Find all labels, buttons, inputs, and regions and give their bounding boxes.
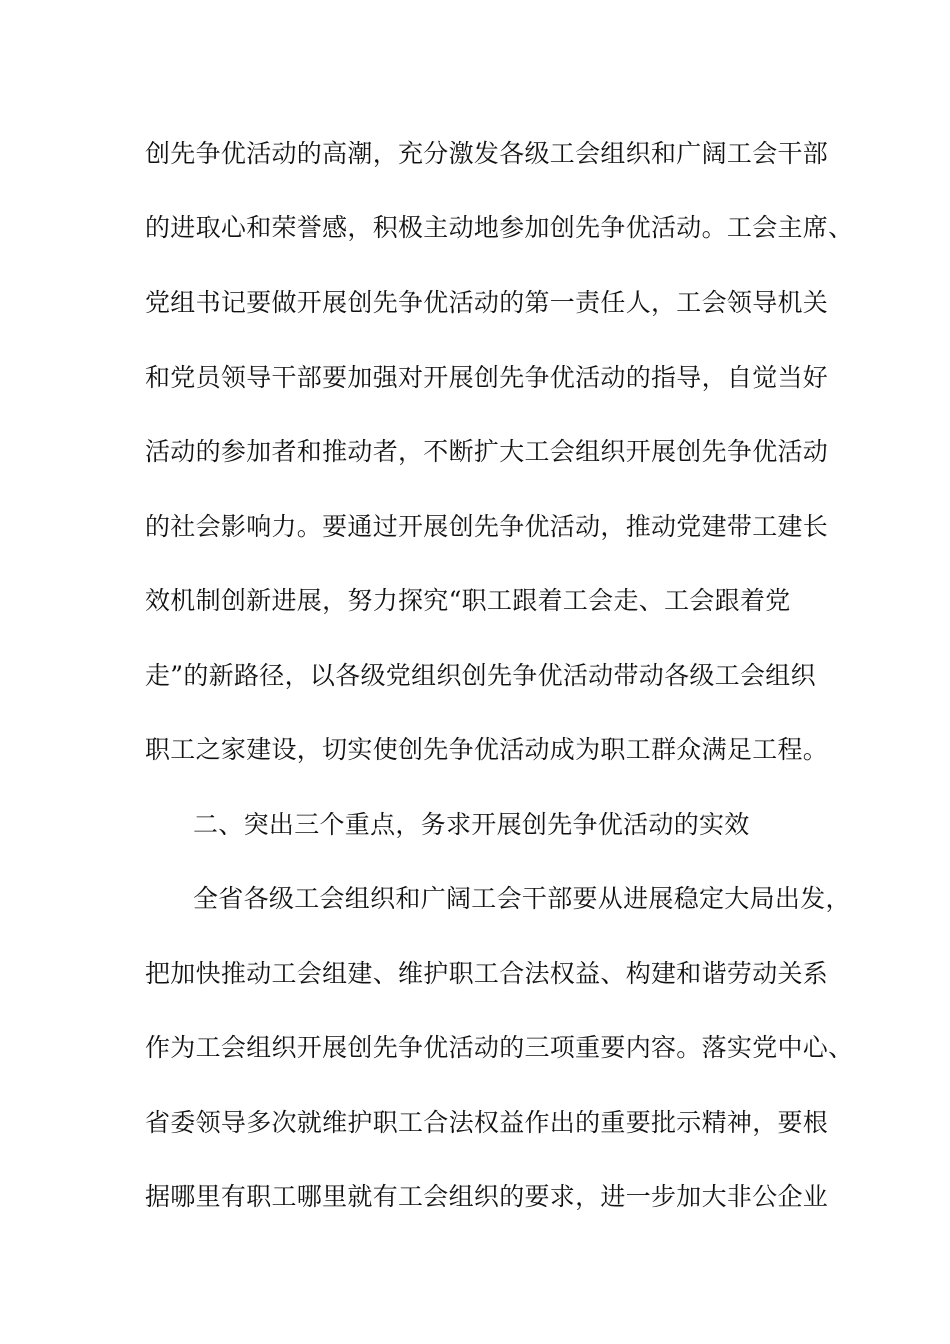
text-line: 的进取心和荣誉感，积极主动地参加创先争优活动。工会主席、 xyxy=(145,213,854,242)
text-line: 省委领导多次就维护职工合法权益作出的重要批示精神，要根 xyxy=(145,1108,829,1137)
text-line: 据哪里有职工哪里就有工会组织的要求，进一步加大非公企业 xyxy=(145,1182,829,1211)
text-line: 职工之家建设，切实使创先争优活动成为职工群众满足工程。 xyxy=(145,735,829,764)
text-line: 走”的新路径，以各级党组织创先争优活动带动各级工会组织 xyxy=(145,661,816,690)
text-line: 的社会影响力。要通过开展创先争优活动，推动党建带工建长 xyxy=(145,512,829,541)
text-line: 效机制创新进展，努力探究“职工跟着工会走、工会跟着党 xyxy=(145,586,791,615)
text-line: 把加快推动工会组建、维护职工合法权益、构建和谐劳动关系 xyxy=(145,959,829,988)
text-line: 活动的参加者和推动者，不断扩大工会组织开展创先争优活动 xyxy=(145,437,829,466)
text-line: 党组书记要做开展创先争优活动的第一责任人，工会领导机关 xyxy=(145,288,829,317)
text-line: 和党员领导干部要加强对开展创先争优活动的指导，自觉当好 xyxy=(145,363,829,392)
section-heading: 二、突出三个重点，务求开展创先争优活动的实效 xyxy=(193,810,750,839)
text-line: 创先争优活动的高潮，充分激发各级工会组织和广阔工会干部 xyxy=(145,139,829,168)
text-line: 作为工会组织开展创先争优活动的三项重要内容。落实党中心、 xyxy=(145,1033,854,1062)
paragraph-first-line: 全省各级工会组织和广阔工会干部要从进展稳定大局出发， xyxy=(193,884,851,913)
